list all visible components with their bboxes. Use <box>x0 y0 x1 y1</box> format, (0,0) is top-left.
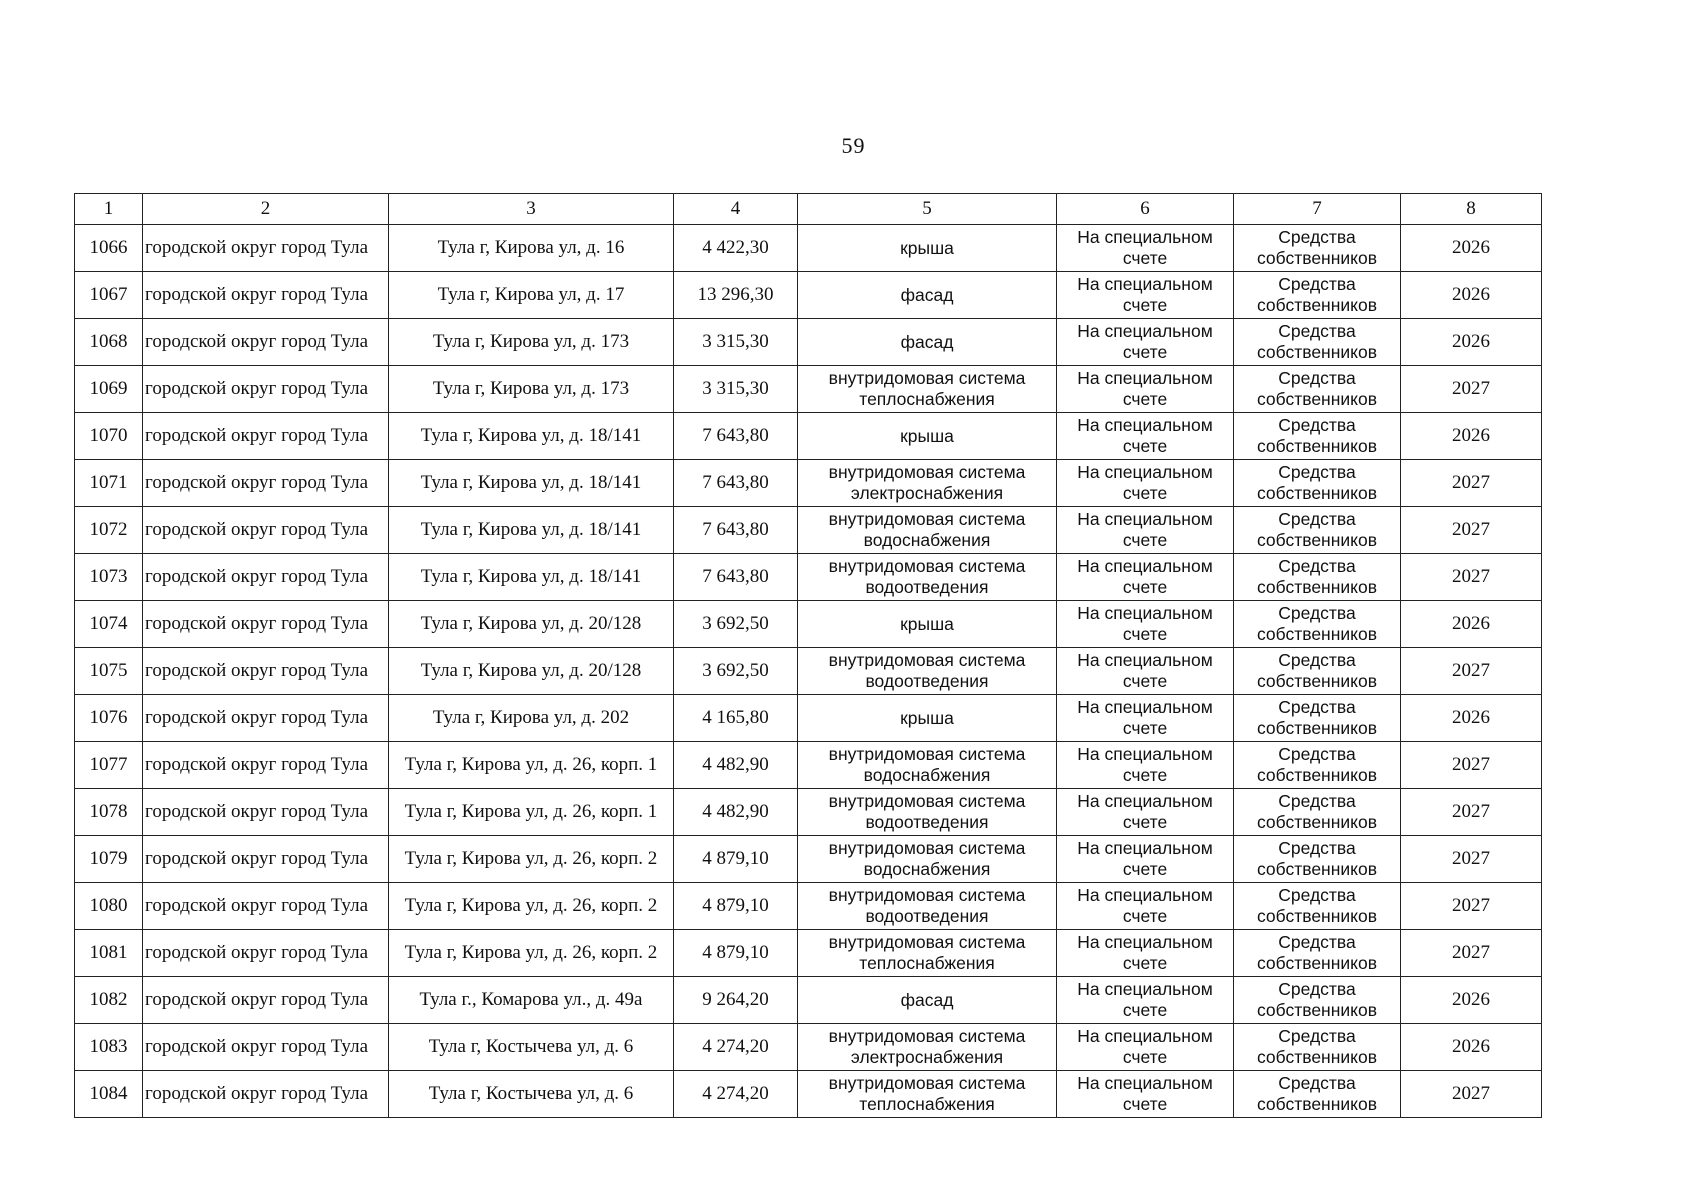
area-cell: 4 482,90 <box>674 742 798 789</box>
column-header-8: 8 <box>1401 194 1542 225</box>
address-cell: Тула г, Костычева ул, д. 6 <box>389 1024 674 1071</box>
work-type-cell-line: фасад <box>900 331 954 352</box>
funding-source-cell-line: Средства <box>1278 415 1356 435</box>
account-type-cell-line: счете <box>1122 1000 1168 1020</box>
work-type-cell-line: электроснабжения <box>850 1047 1004 1067</box>
column-header-4: 4 <box>674 194 798 225</box>
area-cell: 4 165,80 <box>674 695 798 742</box>
work-type-cell <box>798 507 1057 554</box>
table-row <box>75 225 1542 272</box>
funding-source-cell <box>1234 366 1401 413</box>
row-number-cell: 1071 <box>75 460 143 507</box>
work-type-cell <box>798 601 1057 648</box>
account-type-cell-line: На специальном <box>1077 415 1213 435</box>
funding-source-cell-line: Средства <box>1278 791 1356 811</box>
account-type-cell-line: На специальном <box>1077 321 1213 341</box>
municipality-cell: городской округ город Тула <box>143 1071 389 1118</box>
table-row <box>75 507 1542 554</box>
account-type-cell-line: счете <box>1122 1047 1168 1067</box>
account-type-cell-line: счете <box>1122 624 1168 644</box>
work-type-cell-line: водоотведения <box>865 812 989 832</box>
year-cell: 2027 <box>1401 554 1542 601</box>
account-type-cell-line: счете <box>1122 859 1168 879</box>
account-type-cell <box>1057 1071 1234 1118</box>
table-row <box>75 413 1542 460</box>
account-type-cell-line: На специальном <box>1077 603 1213 623</box>
work-type-cell-line: крыша <box>900 425 954 446</box>
work-type-cell-line: внутридомовая система <box>828 791 1026 811</box>
account-type-cell-line: счете <box>1122 295 1168 315</box>
year-cell: 2027 <box>1401 1071 1542 1118</box>
address-cell: Тула г, Кирова ул, д. 26, корп. 2 <box>389 883 674 930</box>
area-cell: 13 296,30 <box>674 272 798 319</box>
municipality-cell: городской округ город Тула <box>143 507 389 554</box>
work-type-cell-line: внутридомовая система <box>828 509 1026 529</box>
area-cell: 7 643,80 <box>674 554 798 601</box>
account-type-cell <box>1057 507 1234 554</box>
work-type-cell <box>798 1071 1057 1118</box>
account-type-cell-line: счете <box>1122 906 1168 926</box>
municipality-cell: городской округ город Тула <box>143 695 389 742</box>
area-cell: 3 315,30 <box>674 319 798 366</box>
table-row <box>75 977 1542 1024</box>
table-row <box>75 648 1542 695</box>
address-cell: Тула г, Костычева ул, д. 6 <box>389 1071 674 1118</box>
work-type-cell-line: электроснабжения <box>850 483 1004 503</box>
area-cell: 3 692,50 <box>674 601 798 648</box>
area-cell: 4 482,90 <box>674 789 798 836</box>
funding-source-cell <box>1234 601 1401 648</box>
account-type-cell-line: На специальном <box>1077 650 1213 670</box>
account-type-cell <box>1057 1024 1234 1071</box>
account-type-cell <box>1057 554 1234 601</box>
account-type-cell <box>1057 366 1234 413</box>
account-type-cell-line: На специальном <box>1077 227 1213 247</box>
work-type-cell <box>798 1024 1057 1071</box>
work-type-cell-line: водоснабжения <box>863 530 991 550</box>
work-type-cell <box>798 225 1057 272</box>
work-type-cell-line: внутридомовая система <box>828 744 1026 764</box>
column-header-5: 5 <box>798 194 1057 225</box>
work-type-cell-line: внутридомовая система <box>828 462 1026 482</box>
work-type-cell-line: водоснабжения <box>863 765 991 785</box>
address-cell: Тула г., Комарова ул., д. 49а <box>389 977 674 1024</box>
year-cell: 2026 <box>1401 695 1542 742</box>
year-cell: 2026 <box>1401 601 1542 648</box>
table-row <box>75 1024 1542 1071</box>
column-header-6: 6 <box>1057 194 1234 225</box>
address-cell: Тула г, Кирова ул, д. 20/128 <box>389 648 674 695</box>
table-row <box>75 460 1542 507</box>
header-row <box>75 194 1542 225</box>
account-type-cell <box>1057 319 1234 366</box>
account-type-cell <box>1057 836 1234 883</box>
municipality-cell: городской округ город Тула <box>143 1024 389 1071</box>
municipality-cell: городской округ город Тула <box>143 601 389 648</box>
work-type-cell-line: водоснабжения <box>863 859 991 879</box>
work-type-cell-line: теплоснабжения <box>859 953 995 973</box>
work-type-cell-line: теплоснабжения <box>859 389 995 409</box>
address-cell: Тула г, Кирова ул, д. 26, корп. 2 <box>389 930 674 977</box>
account-type-cell-line: счете <box>1122 953 1168 973</box>
work-type-cell <box>798 883 1057 930</box>
address-cell: Тула г, Кирова ул, д. 16 <box>389 225 674 272</box>
area-cell: 7 643,80 <box>674 507 798 554</box>
account-type-cell-line: На специальном <box>1077 274 1213 294</box>
funding-source-cell <box>1234 319 1401 366</box>
account-type-cell <box>1057 742 1234 789</box>
municipality-cell: городской округ город Тула <box>143 789 389 836</box>
funding-source-cell <box>1234 977 1401 1024</box>
account-type-cell-line: счете <box>1122 248 1168 268</box>
funding-source-cell <box>1234 272 1401 319</box>
table-row <box>75 695 1542 742</box>
account-type-cell <box>1057 930 1234 977</box>
work-type-cell-line: теплоснабжения <box>859 1094 995 1114</box>
address-cell: Тула г, Кирова ул, д. 18/141 <box>389 507 674 554</box>
work-type-cell <box>798 460 1057 507</box>
address-cell: Тула г, Кирова ул, д. 20/128 <box>389 601 674 648</box>
account-type-cell-line: счете <box>1122 483 1168 503</box>
funding-source-cell-line: Средства <box>1278 885 1356 905</box>
account-type-cell <box>1057 789 1234 836</box>
funding-source-cell-line: Средства <box>1278 274 1356 294</box>
year-cell: 2026 <box>1401 1024 1542 1071</box>
work-type-cell-line: крыша <box>900 707 954 728</box>
column-header-7: 7 <box>1234 194 1401 225</box>
table-row <box>75 366 1542 413</box>
work-type-cell <box>798 742 1057 789</box>
area-cell: 3 692,50 <box>674 648 798 695</box>
column-header-2: 2 <box>143 194 389 225</box>
account-type-cell-line: На специальном <box>1077 697 1213 717</box>
account-type-cell-line: На специальном <box>1077 838 1213 858</box>
area-cell: 4 879,10 <box>674 930 798 977</box>
work-type-cell-line: фасад <box>900 989 954 1010</box>
funding-source-cell-line: Средства <box>1278 556 1356 576</box>
area-cell: 4 879,10 <box>674 883 798 930</box>
account-type-cell-line: На специальном <box>1077 509 1213 529</box>
row-number-cell: 1072 <box>75 507 143 554</box>
funding-source-cell <box>1234 648 1401 695</box>
table-row <box>75 742 1542 789</box>
funding-source-cell <box>1234 225 1401 272</box>
year-cell: 2027 <box>1401 930 1542 977</box>
funding-source-cell-line: Средства <box>1278 368 1356 388</box>
year-cell: 2026 <box>1401 977 1542 1024</box>
funding-source-cell-line: собственников <box>1256 812 1378 832</box>
work-type-cell-line: внутридомовая система <box>828 838 1026 858</box>
column-header-3: 3 <box>389 194 674 225</box>
work-type-cell <box>798 272 1057 319</box>
funding-source-cell-line: собственников <box>1256 483 1378 503</box>
account-type-cell-line: На специальном <box>1077 791 1213 811</box>
funding-source-cell <box>1234 554 1401 601</box>
area-cell: 4 274,20 <box>674 1024 798 1071</box>
year-cell: 2027 <box>1401 648 1542 695</box>
funding-source-cell-line: Средства <box>1278 509 1356 529</box>
account-type-cell-line: На специальном <box>1077 932 1213 952</box>
funding-source-cell-line: собственников <box>1256 389 1378 409</box>
funding-source-cell-line: собственников <box>1256 859 1378 879</box>
funding-source-cell-line: Средства <box>1278 462 1356 482</box>
table-row <box>75 601 1542 648</box>
funding-source-cell-line: собственников <box>1256 624 1378 644</box>
table-row <box>75 789 1542 836</box>
work-type-cell <box>798 554 1057 601</box>
area-cell: 7 643,80 <box>674 460 798 507</box>
funding-source-cell-line: собственников <box>1256 953 1378 973</box>
funding-source-cell-line: Средства <box>1278 979 1356 999</box>
area-cell: 4 879,10 <box>674 836 798 883</box>
table-row <box>75 554 1542 601</box>
funding-source-cell <box>1234 742 1401 789</box>
funding-source-cell-line: Средства <box>1278 603 1356 623</box>
funding-source-cell-line: собственников <box>1256 530 1378 550</box>
account-type-cell-line: счете <box>1122 1094 1168 1114</box>
area-cell: 7 643,80 <box>674 413 798 460</box>
funding-source-cell-line: собственников <box>1256 436 1378 456</box>
account-type-cell-line: счете <box>1122 342 1168 362</box>
funding-source-cell <box>1234 507 1401 554</box>
work-type-cell-line: водоотведения <box>865 906 989 926</box>
account-type-cell <box>1057 601 1234 648</box>
column-header-1: 1 <box>75 194 143 225</box>
row-number-cell: 1082 <box>75 977 143 1024</box>
address-cell: Тула г, Кирова ул, д. 26, корп. 1 <box>389 742 674 789</box>
account-type-cell-line: счете <box>1122 389 1168 409</box>
municipality-cell: городской округ город Тула <box>143 930 389 977</box>
work-type-cell-line: внутридомовая система <box>828 650 1026 670</box>
address-cell: Тула г, Кирова ул, д. 26, корп. 1 <box>389 789 674 836</box>
funding-source-cell <box>1234 460 1401 507</box>
municipality-cell: городской округ город Тула <box>143 413 389 460</box>
funding-source-cell-line: собственников <box>1256 1000 1378 1020</box>
address-cell: Тула г, Кирова ул, д. 202 <box>389 695 674 742</box>
account-type-cell-line: счете <box>1122 765 1168 785</box>
funding-source-cell <box>1234 1024 1401 1071</box>
account-type-cell-line: счете <box>1122 530 1168 550</box>
address-cell: Тула г, Кирова ул, д. 173 <box>389 366 674 413</box>
address-cell: Тула г, Кирова ул, д. 18/141 <box>389 554 674 601</box>
capital-repair-table <box>74 193 1542 1118</box>
work-type-cell-line: крыша <box>900 613 954 634</box>
municipality-cell: городской округ город Тула <box>143 648 389 695</box>
row-number-cell: 1075 <box>75 648 143 695</box>
work-type-cell <box>798 789 1057 836</box>
municipality-cell: городской округ город Тула <box>143 977 389 1024</box>
account-type-cell <box>1057 272 1234 319</box>
account-type-cell-line: счете <box>1122 718 1168 738</box>
funding-source-cell-line: Средства <box>1278 650 1356 670</box>
year-cell: 2027 <box>1401 789 1542 836</box>
work-type-cell <box>798 366 1057 413</box>
row-number-cell: 1074 <box>75 601 143 648</box>
row-number-cell: 1067 <box>75 272 143 319</box>
row-number-cell: 1068 <box>75 319 143 366</box>
year-cell: 2026 <box>1401 272 1542 319</box>
account-type-cell-line: счете <box>1122 812 1168 832</box>
funding-source-cell-line: Средства <box>1278 932 1356 952</box>
area-cell: 4 422,30 <box>674 225 798 272</box>
account-type-cell-line: На специальном <box>1077 368 1213 388</box>
work-type-cell-line: фасад <box>900 284 954 305</box>
work-type-cell <box>798 977 1057 1024</box>
funding-source-cell <box>1234 413 1401 460</box>
row-number-cell: 1084 <box>75 1071 143 1118</box>
year-cell: 2027 <box>1401 366 1542 413</box>
area-cell: 9 264,20 <box>674 977 798 1024</box>
account-type-cell-line: счете <box>1122 436 1168 456</box>
work-type-cell-line: водоотведения <box>865 671 989 691</box>
funding-source-cell-line: собственников <box>1256 248 1378 268</box>
funding-source-cell-line: собственников <box>1256 671 1378 691</box>
account-type-cell <box>1057 460 1234 507</box>
work-type-cell <box>798 836 1057 883</box>
work-type-cell-line: водоотведения <box>865 577 989 597</box>
funding-source-cell-line: собственников <box>1256 1047 1378 1067</box>
funding-source-cell-line: собственников <box>1256 765 1378 785</box>
work-type-cell-line: внутридомовая система <box>828 885 1026 905</box>
year-cell: 2027 <box>1401 507 1542 554</box>
row-number-cell: 1080 <box>75 883 143 930</box>
year-cell: 2027 <box>1401 460 1542 507</box>
funding-source-cell-line: Средства <box>1278 1073 1356 1093</box>
account-type-cell-line: На специальном <box>1077 1026 1213 1046</box>
account-type-cell <box>1057 648 1234 695</box>
funding-source-cell <box>1234 695 1401 742</box>
municipality-cell: городской округ город Тула <box>143 272 389 319</box>
work-type-cell-line: внутридомовая система <box>828 1026 1026 1046</box>
work-type-cell <box>798 319 1057 366</box>
account-type-cell-line: счете <box>1122 671 1168 691</box>
work-type-cell-line: внутридомовая система <box>828 556 1026 576</box>
account-type-cell <box>1057 883 1234 930</box>
row-number-cell: 1066 <box>75 225 143 272</box>
work-type-cell <box>798 648 1057 695</box>
account-type-cell <box>1057 413 1234 460</box>
funding-source-cell <box>1234 1071 1401 1118</box>
row-number-cell: 1077 <box>75 742 143 789</box>
municipality-cell: городской округ город Тула <box>143 883 389 930</box>
row-number-cell: 1070 <box>75 413 143 460</box>
funding-source-cell <box>1234 930 1401 977</box>
table-row <box>75 836 1542 883</box>
year-cell: 2027 <box>1401 836 1542 883</box>
municipality-cell: городской округ город Тула <box>143 742 389 789</box>
row-number-cell: 1076 <box>75 695 143 742</box>
year-cell: 2026 <box>1401 225 1542 272</box>
funding-source-cell-line: собственников <box>1256 1094 1378 1114</box>
funding-source-cell <box>1234 836 1401 883</box>
area-cell: 4 274,20 <box>674 1071 798 1118</box>
funding-source-cell-line: Средства <box>1278 838 1356 858</box>
municipality-cell: городской округ город Тула <box>143 460 389 507</box>
funding-source-cell-line: Средства <box>1278 321 1356 341</box>
funding-source-cell-line: Средства <box>1278 1026 1356 1046</box>
table-row <box>75 930 1542 977</box>
municipality-cell: городской округ город Тула <box>143 366 389 413</box>
work-type-cell-line: внутридомовая система <box>828 368 1026 388</box>
work-type-cell-line: внутридомовая система <box>828 1073 1026 1093</box>
account-type-cell-line: На специальном <box>1077 556 1213 576</box>
funding-source-cell-line: собственников <box>1256 718 1378 738</box>
funding-source-cell-line: Средства <box>1278 227 1356 247</box>
funding-source-cell-line: Средства <box>1278 697 1356 717</box>
year-cell: 2026 <box>1401 319 1542 366</box>
municipality-cell: городской округ город Тула <box>143 319 389 366</box>
funding-source-cell <box>1234 883 1401 930</box>
account-type-cell-line: На специальном <box>1077 462 1213 482</box>
table-body <box>75 225 1542 1118</box>
year-cell: 2027 <box>1401 883 1542 930</box>
funding-source-cell-line: собственников <box>1256 342 1378 362</box>
year-cell: 2026 <box>1401 413 1542 460</box>
account-type-cell-line: На специальном <box>1077 1073 1213 1093</box>
page-number: 59 <box>841 133 866 158</box>
table-row <box>75 319 1542 366</box>
row-number-cell: 1081 <box>75 930 143 977</box>
year-cell: 2027 <box>1401 742 1542 789</box>
address-cell: Тула г, Кирова ул, д. 173 <box>389 319 674 366</box>
work-type-cell-line: крыша <box>900 237 954 258</box>
work-type-cell <box>798 695 1057 742</box>
account-type-cell-line: На специальном <box>1077 979 1213 999</box>
table-row <box>75 883 1542 930</box>
account-type-cell-line: На специальном <box>1077 885 1213 905</box>
work-type-cell-line: внутридомовая система <box>828 932 1026 952</box>
row-number-cell: 1083 <box>75 1024 143 1071</box>
funding-source-cell-line: Средства <box>1278 744 1356 764</box>
municipality-cell: городской округ город Тула <box>143 836 389 883</box>
row-number-cell: 1073 <box>75 554 143 601</box>
address-cell: Тула г, Кирова ул, д. 18/141 <box>389 413 674 460</box>
funding-source-cell-line: собственников <box>1256 906 1378 926</box>
work-type-cell <box>798 413 1057 460</box>
funding-source-cell <box>1234 789 1401 836</box>
account-type-cell <box>1057 977 1234 1024</box>
funding-source-cell-line: собственников <box>1256 577 1378 597</box>
address-cell: Тула г, Кирова ул, д. 26, корп. 2 <box>389 836 674 883</box>
municipality-cell: городской округ город Тула <box>143 554 389 601</box>
account-type-cell <box>1057 225 1234 272</box>
area-cell: 3 315,30 <box>674 366 798 413</box>
work-type-cell <box>798 930 1057 977</box>
address-cell: Тула г, Кирова ул, д. 18/141 <box>389 460 674 507</box>
capital-repair-table-container <box>74 193 1541 1118</box>
row-number-cell: 1079 <box>75 836 143 883</box>
row-number-cell: 1069 <box>75 366 143 413</box>
account-type-cell-line: счете <box>1122 577 1168 597</box>
address-cell: Тула г, Кирова ул, д. 17 <box>389 272 674 319</box>
table-row <box>75 272 1542 319</box>
funding-source-cell-line: собственников <box>1256 295 1378 315</box>
account-type-cell <box>1057 695 1234 742</box>
table-row <box>75 1071 1542 1118</box>
row-number-cell: 1078 <box>75 789 143 836</box>
account-type-cell-line: На специальном <box>1077 744 1213 764</box>
municipality-cell: городской округ город Тула <box>143 225 389 272</box>
